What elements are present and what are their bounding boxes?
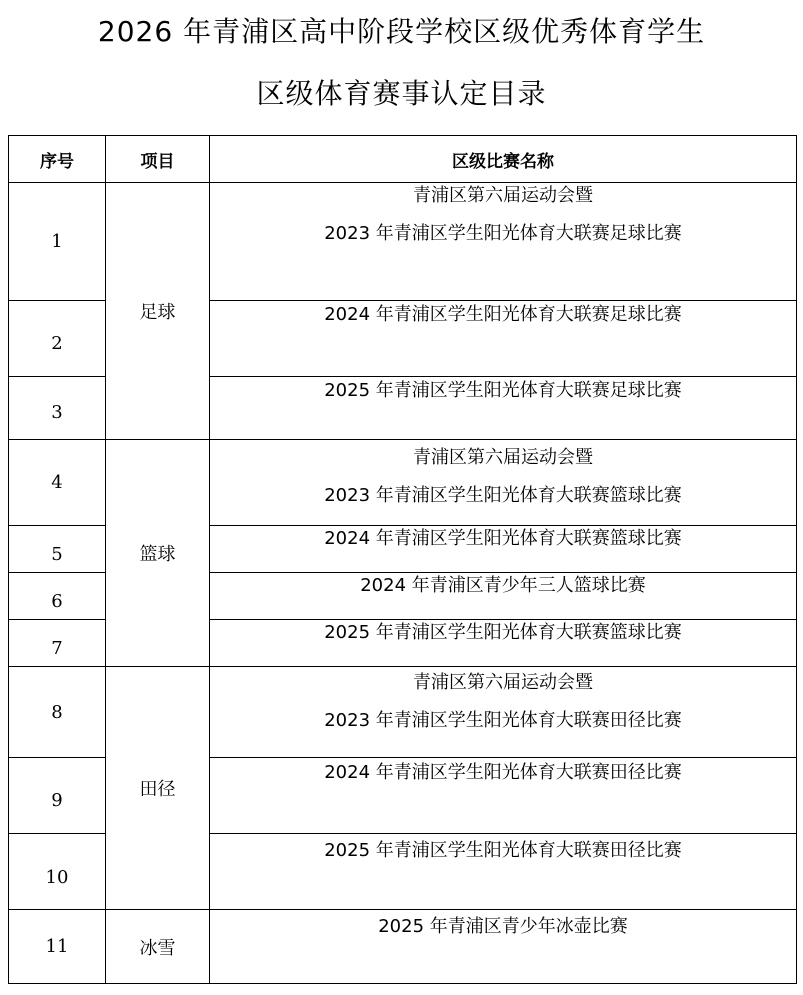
sport-cell: 篮球 [106,440,210,667]
event-name-line: 青浦区第六届运动会暨 [413,185,593,206]
event-name-line: 2023 年青浦区学生阳光体育大联赛田径比赛 [324,710,682,731]
event-name-cell [210,440,797,526]
event-catalog-table [8,135,797,984]
event-name-cell [210,834,797,910]
row-index: 2 [9,301,106,377]
event-name-cell [210,301,797,377]
event-name-line: 2023 年青浦区学生阳光体育大联赛篮球比赛 [324,485,682,506]
row-index: 1 [9,183,106,301]
row-index: 7 [9,620,106,667]
row-index: 8 [9,667,106,758]
header-sport: 项目 [106,136,210,183]
event-name-line: 2025 年青浦区学生阳光体育大联赛足球比赛 [324,380,682,401]
table-row [9,440,797,526]
event-name-line: 2024 年青浦区学生阳光体育大联赛足球比赛 [324,304,682,325]
row-index: 6 [9,573,106,620]
event-name-cell [210,183,797,301]
event-name-line: 青浦区第六届运动会暨 [413,672,593,693]
header-index: 序号 [9,136,106,183]
event-name-line: 青浦区第六届运动会暨 [413,447,593,468]
event-name-line: 2024 年青浦区青少年三人篮球比赛 [360,575,646,596]
row-index: 11 [9,910,106,984]
sport-cell: 田径 [106,667,210,910]
event-name-cell [210,910,797,984]
sport-cell: 足球 [106,183,210,440]
event-name-line: 2025 年青浦区学生阳光体育大联赛篮球比赛 [324,622,682,643]
table-row [9,183,797,301]
row-index: 4 [9,440,106,526]
row-index: 3 [9,377,106,440]
page-title: 2026 年青浦区高中阶段学校区级优秀体育学生 [97,15,706,48]
row-index: 9 [9,758,106,834]
event-name-cell [210,573,797,620]
event-name-cell [210,758,797,834]
table-header-row [9,136,797,183]
sport-cell: 冰雪 [106,910,210,984]
event-name-line: 2024 年青浦区学生阳光体育大联赛田径比赛 [324,762,682,783]
event-name-line: 2024 年青浦区学生阳光体育大联赛篮球比赛 [324,528,682,549]
event-name-cell [210,620,797,667]
table-row [9,667,797,758]
event-name-line: 2023 年青浦区学生阳光体育大联赛足球比赛 [324,223,682,244]
page-subtitle: 区级体育赛事认定目录 [256,77,547,110]
event-name-line: 2025 年青浦区学生阳光体育大联赛田径比赛 [324,840,682,861]
row-index: 10 [9,834,106,910]
table-row [9,910,797,984]
header-event-name: 区级比赛名称 [210,136,797,183]
event-name-cell [210,526,797,573]
event-name-cell [210,667,797,758]
event-name-cell [210,377,797,440]
row-index: 5 [9,526,106,573]
event-name-line: 2025 年青浦区青少年冰壶比赛 [378,916,628,937]
